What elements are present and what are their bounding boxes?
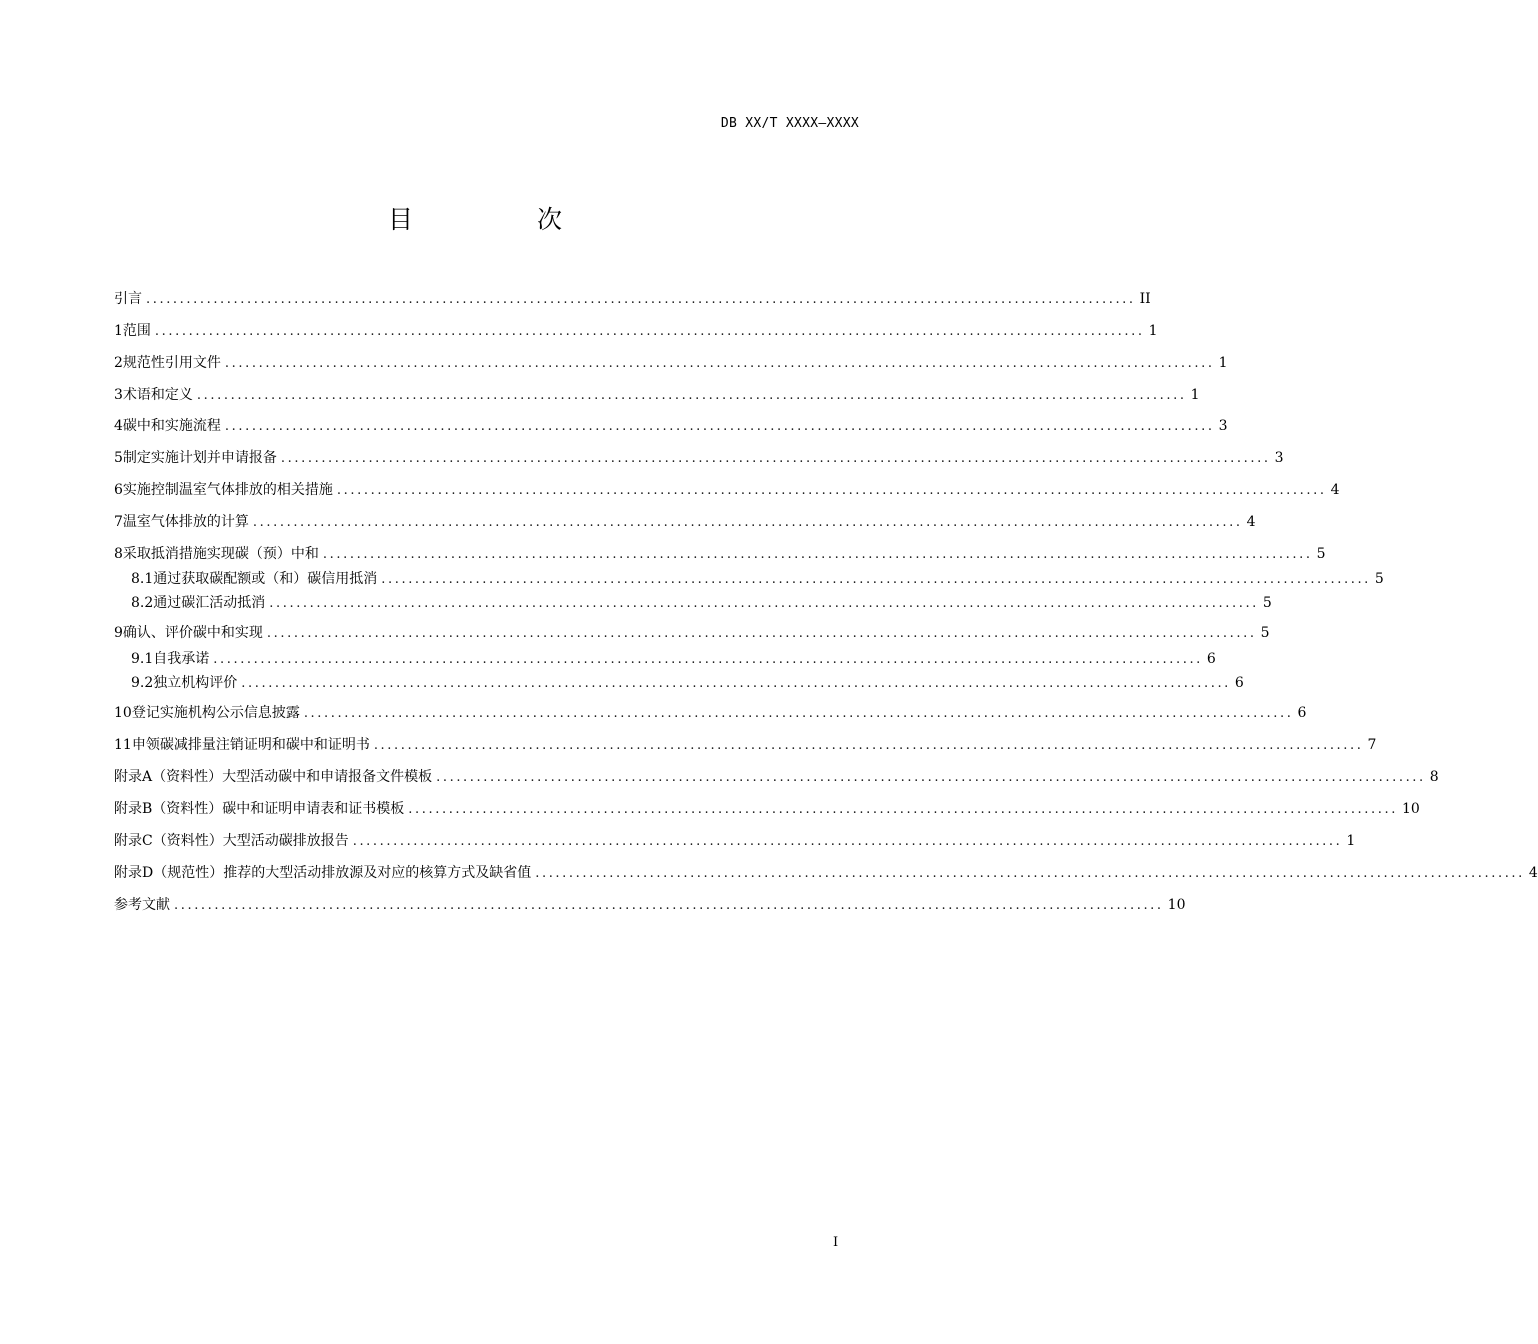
- toc-entry-1[interactable]: [114, 320, 1158, 342]
- toc-entry-text: 大型活动碳排放报告: [222, 833, 349, 849]
- toc-entry-page: 8: [1429, 769, 1439, 785]
- toc-entry-page: 5: [1262, 595, 1272, 611]
- toc-entry-5[interactable]: [114, 447, 1284, 469]
- toc-entry-page: 6: [1234, 675, 1244, 691]
- dot-leader: ...................................................................................................................................................: [436, 770, 1426, 785]
- toc-entry-text: 大型活动碳中和申请报备文件模板: [222, 769, 433, 785]
- toc-entry-text: 申领碳减排量注销证明和碳中和证明书: [131, 737, 370, 753]
- toc-entry-8-1[interactable]: [131, 568, 1384, 590]
- toc-entry-number: 6: [114, 482, 123, 498]
- toc-entry-text: 实施控制温室气体排放的相关措施: [122, 482, 333, 498]
- toc-entry-number: 附录B（资料性）: [114, 801, 223, 817]
- toc-title: 目 次: [388, 205, 620, 234]
- toc-entry-appendix-a[interactable]: [114, 766, 1439, 788]
- toc-entry-page: 1: [1218, 355, 1228, 371]
- toc-entry-number: 附录C（资料性）: [114, 833, 223, 849]
- dot-leader: ...................................................................................................................................................: [213, 652, 1203, 667]
- toc-entry-10[interactable]: [114, 702, 1307, 724]
- toc-entry-6[interactable]: [114, 479, 1340, 501]
- dot-leader: ...................................................................................................................................................: [408, 802, 1398, 817]
- toc-entry-text: 推荐的大型活动排放源及对应的核算方式及缺省值: [223, 865, 532, 881]
- toc-entry-4[interactable]: [114, 415, 1228, 437]
- toc-entry-text: 碳中和证明申请表和证书模板: [222, 801, 405, 817]
- toc-entry-text: 术语和定义: [122, 387, 193, 403]
- toc-entry-9[interactable]: [114, 622, 1270, 644]
- dot-leader: ...................................................................................................................................................: [535, 866, 1525, 881]
- toc-entry-number: 8.2: [131, 595, 154, 611]
- toc-entry-page: 4: [1528, 865, 1538, 881]
- toc-entry-number: 7: [114, 514, 123, 530]
- toc-entry-text: 范围: [122, 323, 151, 339]
- toc-entry-number: 3: [114, 387, 123, 403]
- toc-entry-text: 温室气体排放的计算: [122, 514, 249, 530]
- dot-leader: ...................................................................................................................................................: [146, 292, 1136, 307]
- toc-entry-page: 6: [1206, 651, 1216, 667]
- dot-leader: ...................................................................................................................................................: [196, 388, 1187, 403]
- toc-entry-number: 9: [114, 625, 123, 641]
- toc-entry-text: 引言: [114, 291, 142, 307]
- toc-entry-page: 1: [1190, 387, 1200, 403]
- dot-leader: ...................................................................................................................................................: [252, 515, 1243, 530]
- dot-leader: ...................................................................................................................................................: [336, 483, 1327, 498]
- toc-entry-number: 8.1: [131, 571, 154, 587]
- toc-entry-page: 5: [1316, 546, 1326, 562]
- toc-entry-number: 附录D（规范性）: [114, 865, 224, 881]
- toc-entry-text: 确认、评价碳中和实现: [122, 625, 263, 641]
- dot-leader: ...................................................................................................................................................: [373, 738, 1364, 753]
- toc-entry-page: 10: [1401, 801, 1420, 817]
- toc-entry-page: 1: [1346, 833, 1356, 849]
- dot-leader: ...................................................................................................................................................: [174, 898, 1164, 913]
- toc-entry-2[interactable]: [114, 352, 1228, 374]
- toc-entry-9-1[interactable]: [131, 648, 1216, 670]
- toc-entry-introduction[interactable]: [114, 288, 1151, 310]
- toc-entry-number: 5: [114, 450, 123, 466]
- toc-entry-number: 9.2: [131, 675, 154, 691]
- toc-entry-number: 8: [114, 546, 123, 562]
- dot-leader: ...................................................................................................................................................: [352, 834, 1343, 849]
- toc-entry-text: 登记实施机构公示信息披露: [131, 705, 300, 721]
- toc-entry-page: 5: [1374, 571, 1384, 587]
- toc-entry-9-2[interactable]: [131, 672, 1244, 694]
- dot-leader: ...................................................................................................................................................: [241, 676, 1231, 691]
- toc-entry-appendix-b[interactable]: [114, 798, 1420, 820]
- dot-leader: ...................................................................................................................................................: [266, 626, 1257, 641]
- toc-entry-page: 4: [1246, 514, 1256, 530]
- page-number: I: [833, 1235, 839, 1250]
- toc-entry-page: 5: [1260, 625, 1270, 641]
- dot-leader: ...................................................................................................................................................: [224, 419, 1215, 434]
- dot-leader: ...................................................................................................................................................: [303, 706, 1294, 721]
- toc-entry-references[interactable]: [114, 894, 1186, 916]
- toc-entry-8-2[interactable]: [131, 592, 1272, 614]
- toc-entry-number: 4: [114, 418, 123, 434]
- toc-entry-3[interactable]: [114, 384, 1200, 406]
- toc-entry-number: 1: [114, 323, 123, 339]
- toc-entry-7[interactable]: [114, 511, 1256, 533]
- toc-entry-page: II: [1139, 291, 1151, 307]
- toc-entry-number: 11: [114, 737, 132, 753]
- toc-entry-11[interactable]: [114, 734, 1377, 756]
- toc-entry-number: 10: [114, 705, 132, 721]
- toc-entry-page: 3: [1218, 418, 1228, 434]
- toc-entry-page: 1: [1148, 323, 1158, 339]
- document-code: DB XX/T XXXX—XXXX: [720, 116, 859, 131]
- toc-entry-text: 自我承诺: [153, 651, 210, 667]
- toc-entry-page: 3: [1274, 450, 1284, 466]
- toc-entry-appendix-d[interactable]: [114, 862, 1538, 884]
- toc-entry-page: 10: [1167, 897, 1186, 913]
- toc-entry-page: 6: [1297, 705, 1307, 721]
- toc-entry-text: 通过获取碳配额或（和）碳信用抵消: [153, 571, 378, 587]
- dot-leader: ...................................................................................................................................................: [322, 547, 1313, 562]
- toc-entry-page: 7: [1367, 737, 1377, 753]
- toc-entry-text: 独立机构评价: [153, 675, 238, 691]
- dot-leader: ...................................................................................................................................................: [269, 596, 1259, 611]
- toc-entry-text: 碳中和实施流程: [122, 418, 221, 434]
- toc-entry-page: 4: [1330, 482, 1340, 498]
- dot-leader: ...................................................................................................................................................: [224, 356, 1215, 371]
- dot-leader: ...................................................................................................................................................: [154, 324, 1145, 339]
- toc-entry-text: 制定实施计划并申请报备: [122, 450, 277, 466]
- dot-leader: ...................................................................................................................................................: [381, 572, 1371, 587]
- toc-entry-text: 通过碳汇活动抵消: [153, 595, 266, 611]
- toc-entry-8[interactable]: [114, 543, 1326, 565]
- toc-entry-number: 附录A（资料性）: [114, 769, 223, 785]
- toc-entry-text: 参考文献: [114, 897, 170, 913]
- toc-entry-appendix-c[interactable]: [114, 830, 1356, 852]
- toc-entry-text: 规范性引用文件: [122, 355, 221, 371]
- toc-entry-number: 9.1: [131, 651, 154, 667]
- toc-entry-number: 2: [114, 355, 123, 371]
- dot-leader: ...................................................................................................................................................: [280, 451, 1271, 466]
- toc-entry-text: 采取抵消措施实现碳（预）中和: [122, 546, 319, 562]
